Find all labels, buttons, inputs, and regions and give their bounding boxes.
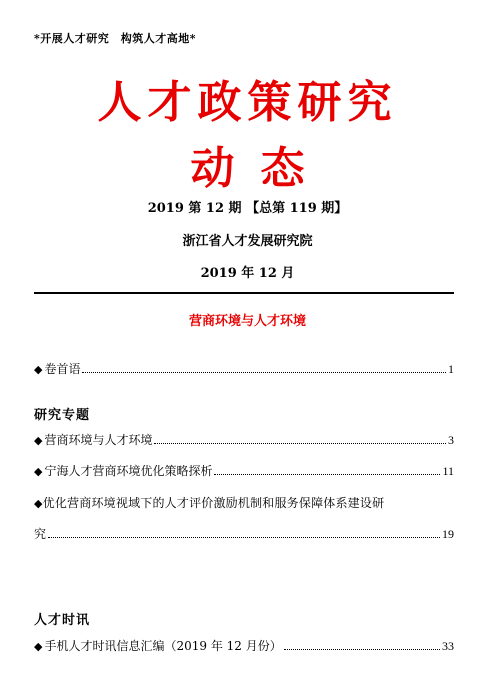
toc-item-preface[interactable]	[34, 360, 454, 377]
toc-leader-dots	[48, 537, 440, 538]
toc-item-label: 卷首语	[44, 362, 81, 376]
toc-section-heading-research: 研究专题	[34, 408, 91, 423]
diamond-bullet-icon: ◆	[34, 497, 43, 510]
toc-item-label: 手机人才时讯信息汇编（2019 年 12 月份）	[44, 639, 282, 653]
toc-leader-dots	[154, 443, 446, 444]
header-slogan: *开展人才研究 构筑人才高地*	[34, 32, 197, 45]
issue-theme: 营商环境与人才环境	[188, 314, 306, 329]
toc-leader-dots	[82, 372, 446, 373]
toc-item-research-2[interactable]	[34, 462, 454, 479]
issue-number: 2019 第 12 期 【总第 119 期】	[147, 201, 348, 216]
publication-date: 2019 年 12 月	[200, 266, 295, 281]
toc-item-page: 3	[448, 433, 454, 447]
diamond-bullet-icon: ◆	[34, 363, 43, 376]
toc-item-page: 33	[442, 639, 454, 653]
diamond-bullet-icon: ◆	[34, 640, 43, 653]
toc-item-page: 1	[448, 362, 454, 376]
toc-leader-dots	[214, 474, 440, 475]
toc-item-label: 究	[34, 527, 47, 541]
diamond-bullet-icon: ◆	[34, 465, 43, 478]
toc-item-page: 19	[442, 527, 454, 541]
diamond-bullet-icon: ◆	[34, 434, 43, 447]
header-divider	[34, 292, 454, 294]
toc-item-research-1[interactable]	[34, 431, 454, 448]
toc-item-label: 营商环境与人才环境	[44, 433, 153, 447]
toc-item-research-3-line2[interactable]	[34, 525, 454, 542]
toc-item-page: 11	[442, 464, 454, 478]
toc-item-news-1[interactable]	[34, 637, 454, 654]
organization-name: 浙江省人才发展研究院	[182, 234, 313, 249]
toc-leader-dots	[284, 649, 440, 650]
toc-section-heading-news: 人才时讯	[34, 613, 91, 628]
toc-item-label: 宁海人才营商环境优化策略探析	[44, 464, 213, 478]
publication-title: 人才政策研究	[97, 77, 398, 128]
toc-item-research-3-line1[interactable]	[34, 494, 454, 511]
toc-item-label: 优化营商环境视域下的人才评价激励机制和服务保障体系建设研	[42, 496, 385, 510]
publication-subtitle: 动态	[190, 143, 331, 194]
